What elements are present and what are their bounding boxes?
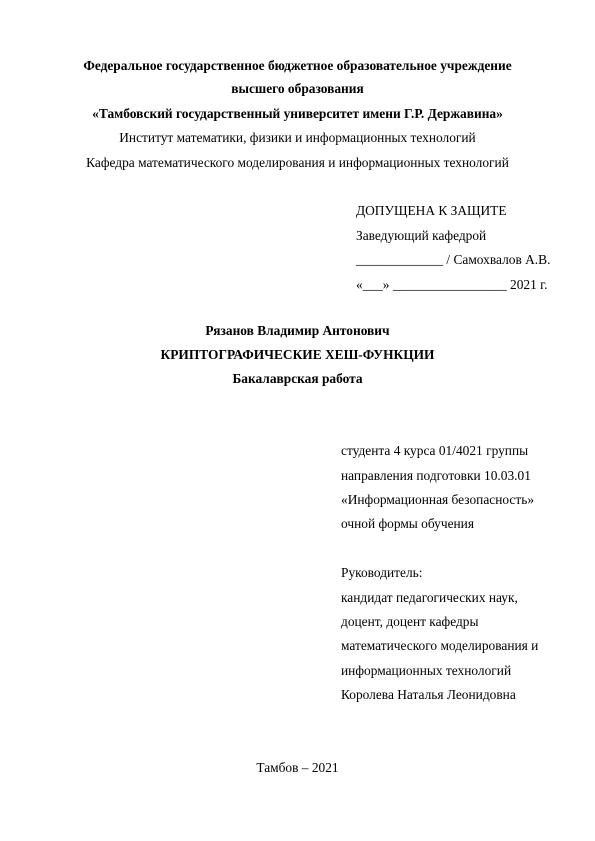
institution-type: Федеральное государственное бюджетное образовательное учреждение [83, 58, 512, 73]
supervisor-department-line2: информационных технологий [341, 663, 512, 678]
education-level: высшего образования [231, 81, 364, 96]
supervisor-name: Королева Наталья Леонидовна [341, 687, 516, 702]
supervisor-degree: кандидат педагогических наук, [341, 590, 518, 605]
supervisor-department-line1: математического моделирования и [341, 638, 539, 653]
city-year: Тамбов – 2021 [256, 760, 339, 775]
author-name: Рязанов Владимир Антонович [205, 323, 390, 338]
approval-position: Заведующий кафедрой [356, 228, 487, 243]
approval-date: «___» _________________ 2021 г. [356, 277, 548, 292]
department-name: Кафедра математического моделирования и информационных технологий [86, 155, 509, 170]
approval-signature: _____________ / Самохвалов А.В. [356, 252, 551, 267]
student-direction: направления подготовки 10.03.01 [341, 468, 531, 483]
student-course-group: студента 4 курса 01/4021 группы [341, 443, 529, 458]
student-study-form: очной формы обучения [341, 516, 475, 531]
supervisor-label: Руководитель: [341, 565, 423, 580]
approval-title: ДОПУЩЕНА К ЗАЩИТЕ [356, 203, 507, 218]
institute-name: Институт математики, физики и информационных технологий [119, 130, 476, 145]
supervisor-position: доцент, доцент кафедры [341, 614, 479, 629]
university-name: «Тамбовский государственный университет имени Г.Р. Державина» [92, 106, 503, 121]
work-title: КРИПТОГРАФИЧЕСКИЕ ХЕШ-ФУНКЦИИ [160, 347, 435, 362]
work-type: Бакалаврская работа [232, 371, 363, 386]
student-specialty: «Информационная безопасность» [341, 492, 535, 507]
